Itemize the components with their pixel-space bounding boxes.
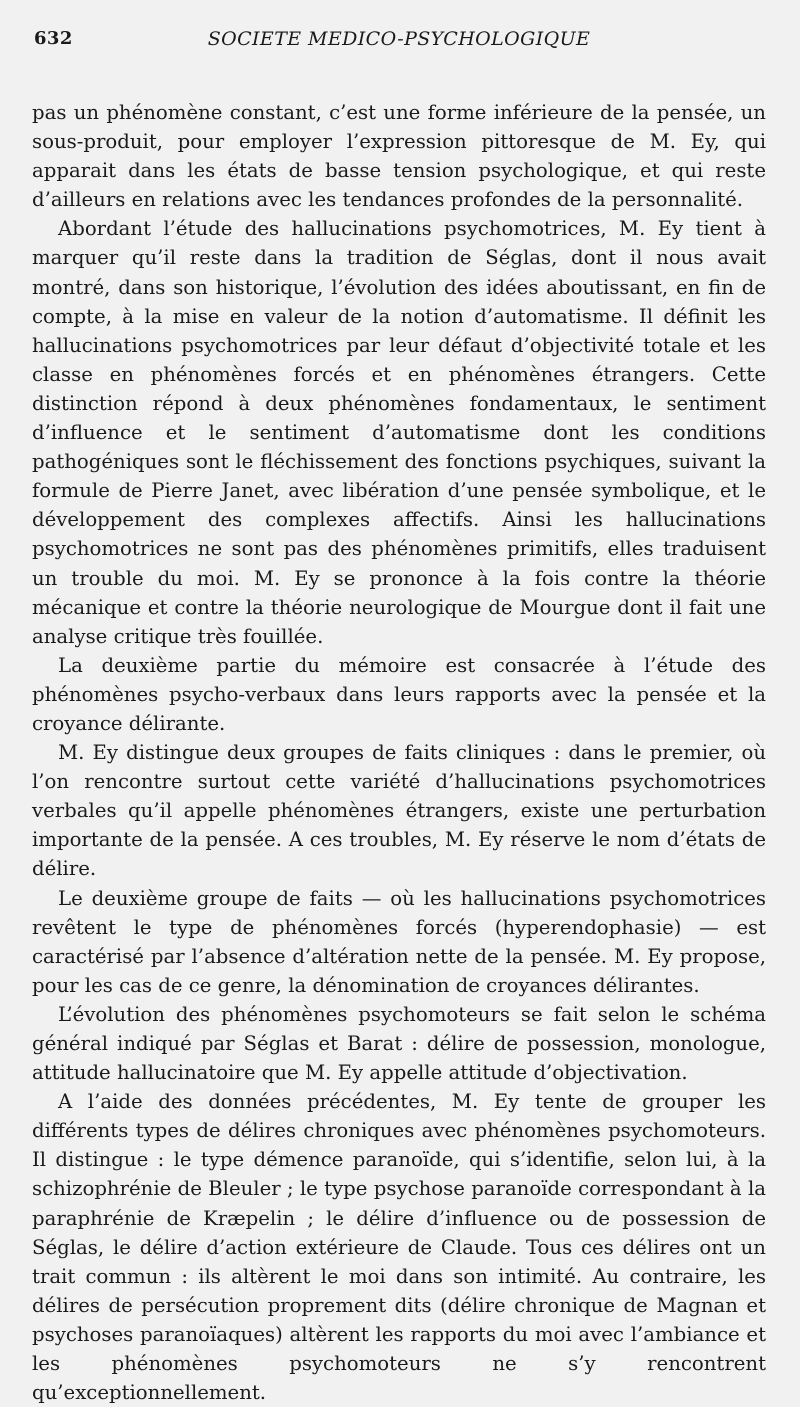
paragraph: M. Ey distingue deux groupes de faits cliniques : dans le premier, où l’on rencontre surtout cette variété d’hallucinations psychomotrices verbales qu’il appelle phénomènes étrangers, existe une perturbation importante de la pensée. A ces troubles, M. Ey réserve le nom d’états de délire. bbox=[32, 741, 766, 881]
body-text bbox=[32, 98, 766, 1407]
page-number: 632 bbox=[34, 28, 73, 49]
running-head bbox=[32, 28, 766, 58]
journal-title: SOCIETE MEDICO-PSYCHOLOGIQUE bbox=[207, 28, 591, 50]
paragraph: pas un phénomène constant, c’est une forme inférieure de la pensée, un sous-produit, pour employer l’expression pittoresque de M. Ey, qui apparait dans les états de basse tension psychologique, et qui reste d’ailleurs en relations avec les tendances profondes de la personnalité. bbox=[32, 101, 766, 212]
paragraph: L’évolution des phénomènes psychomoteurs se fait selon le schéma général indiqué par Séglas et Barat : délire de possession, monologue, attitude hallucinatoire que M. Ey appelle attitude d’objectivation. bbox=[32, 1002, 766, 1085]
paragraph: La deuxième partie du mémoire est consacrée à l’étude des phénomènes psycho-verbaux dans leurs rapports avec la pensée et la croyance délirante. bbox=[32, 653, 766, 735]
paragraph: A l’aide des données précédentes, M. Ey tente de grouper les différents types de délires chroniques avec phénomènes psychomoteurs. Il distingue : le type démence paranoïde, qui s’identifie, selon lui, à la schizophrénie de Bleuler ; le type psychose paranoïde correspondant à la paraphrénie de Kræpelin ; le délire d’influence ou de possession de Séglas, le délire d’action extérieure de Claude. Tous ces délires ont un trait commun : ils altèrent le moi dans son intimité. Au contraire, les délires de persécution proprement dits (délire chronique de Magnan et psychoses paranoïaques) altèrent les rapports du moi avec l’ambiance et les phénomènes psychomoteurs ne s’y rencontrent qu’exceptionnellement. bbox=[32, 1090, 766, 1405]
paragraph: Le deuxième groupe de faits — où les hallucinations psychomotrices revêtent le type de phénomènes forcés (hyperendophasie) — est caractérisé par l’absence d’altération nette de la pensée. M. Ey propose, pour les cas de ce genre, la dénomination de croyances délirantes. bbox=[32, 886, 766, 997]
paragraph: Abordant l’étude des hallucinations psychomotrices, M. Ey tient à marquer qu’il reste dans la tradition de Séglas, dont il nous avait montré, dans son historique, l’évolution des idées aboutissant, en fin de compte, à la mise en valeur de la notion d’automatisme. Il définit les hallucinations psychomotrices par leur défaut d’objectivité totale et les classe en phénomènes forcés et en phénomènes étrangers. Cette distinction répond à deux phénomènes fondamentaux, le sentiment d’influence et le sentiment d’automatisme dont les conditions pathogéniques sont le fléchissement des fonctions psychiques, suivant la formule de Pierre Janet, avec libération d’une pensée symbolique, et le développement des complexes affectifs. Ainsi les hallucinations psychomotrices ne sont pas des phénomènes primitifs, elles traduisent un trouble du moi. M. Ey se prononce à la fois contre la théorie mécanique et contre la théorie neurologique de Mourgue dont il fait une analyse critique très fouillée. bbox=[32, 217, 766, 648]
